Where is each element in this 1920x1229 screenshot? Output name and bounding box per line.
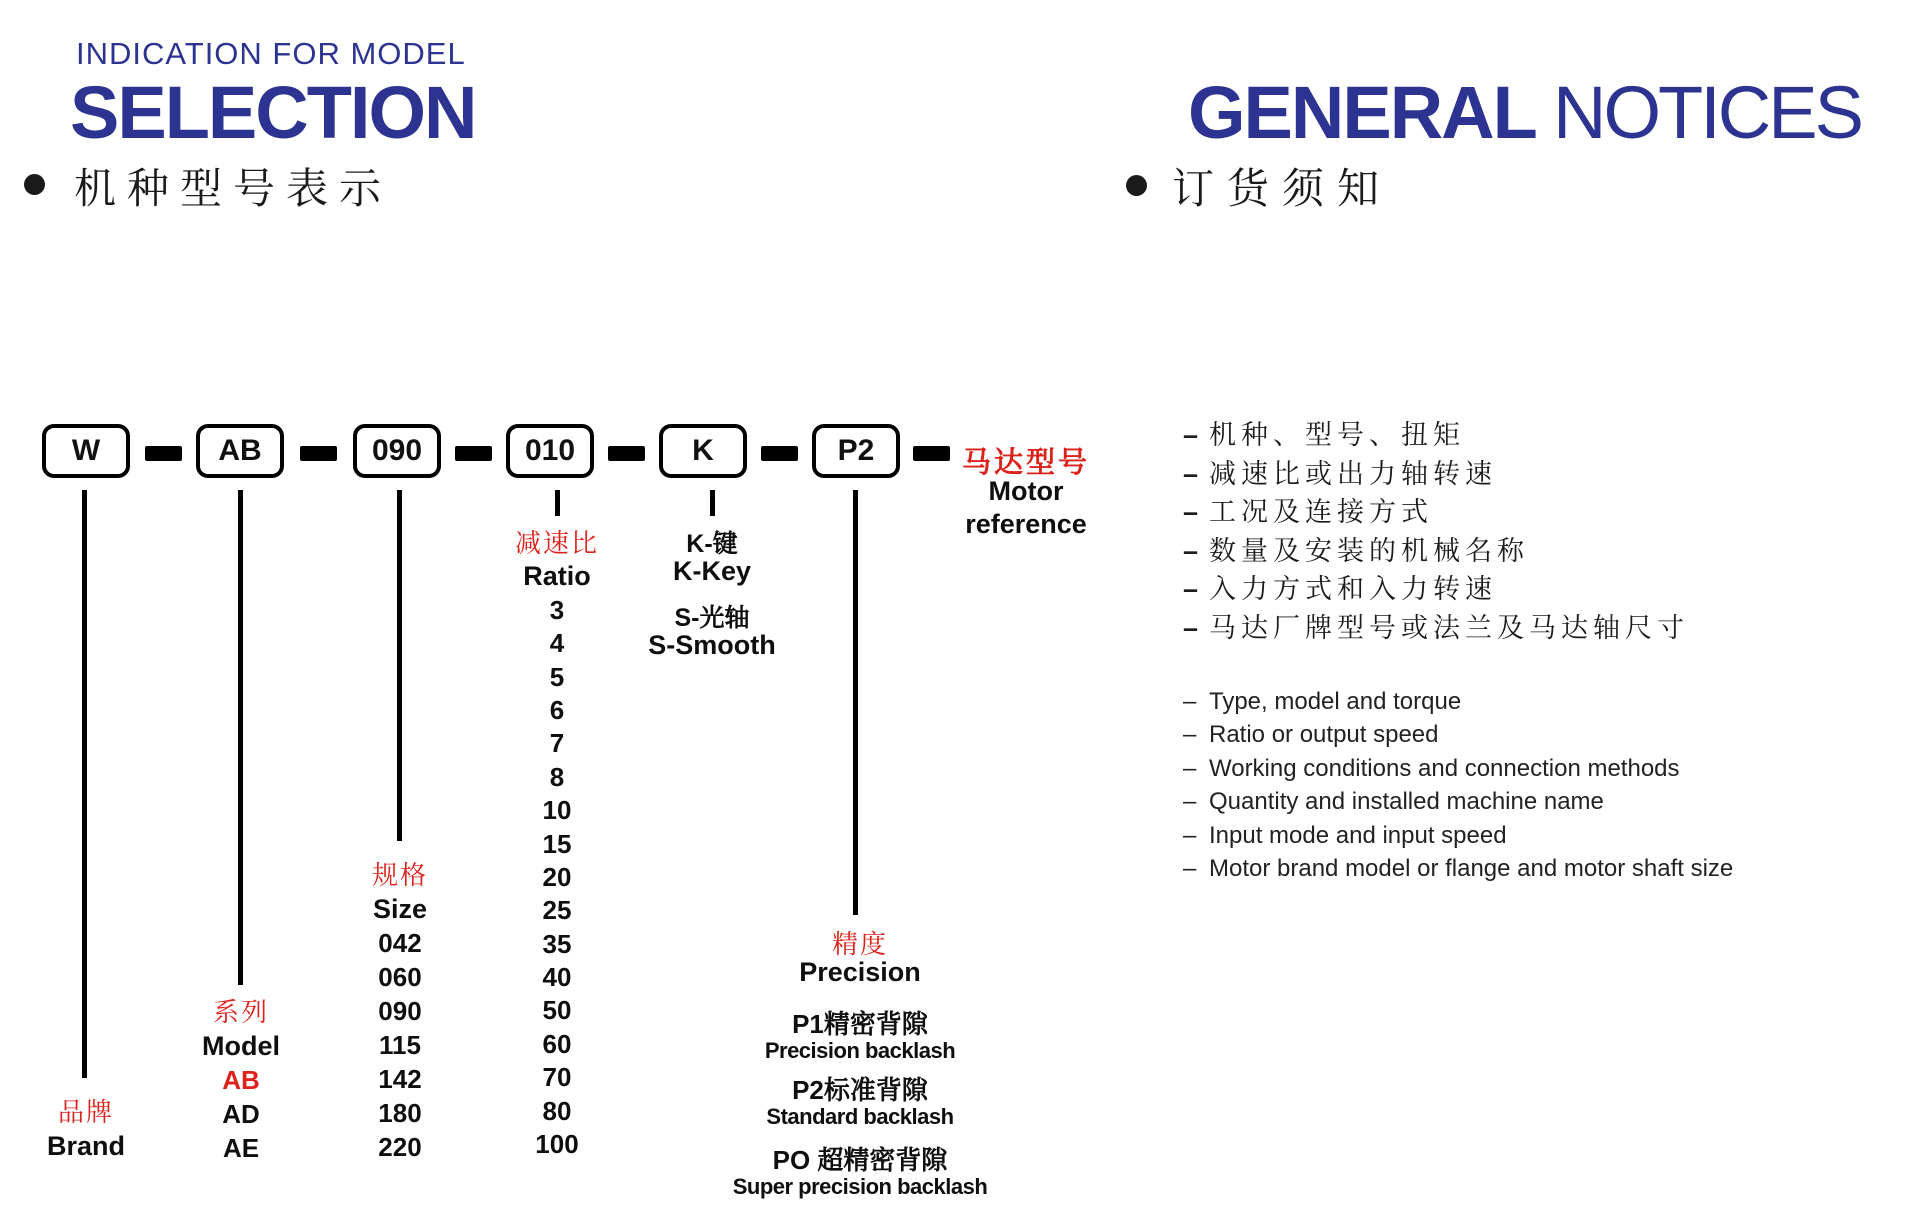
model-code-box-090: 090 xyxy=(353,424,441,478)
precision-option-en: Precision backlash xyxy=(764,1038,956,1063)
dash-icon: – xyxy=(1183,688,1197,715)
right-header-subtitle-cn: 订货须知 xyxy=(1172,165,1393,212)
notice-item-en-text: Input mode and input speed xyxy=(1209,821,1507,849)
ratio-option-50: 50 xyxy=(542,995,572,1026)
precision-column xyxy=(733,930,988,1200)
size-option-220: 220 xyxy=(378,1132,422,1162)
size-option-090: 090 xyxy=(378,996,422,1026)
precision-option-cn: P2标准背隙 xyxy=(792,1075,928,1105)
notice-item-en-text: Type, model and torque xyxy=(1209,688,1462,715)
motor-reference-label-cn: 马达型号 xyxy=(962,447,1091,479)
code-connector-dash xyxy=(913,446,950,461)
notice-item-cn xyxy=(1183,493,1689,532)
size-option-042: 042 xyxy=(378,928,422,958)
notice-item-cn xyxy=(1183,416,1689,455)
precision-option-en: Super precision backlash xyxy=(732,1174,988,1199)
ratio-option-15: 15 xyxy=(542,828,572,859)
model-column xyxy=(202,995,280,1165)
ratio-option-25: 25 xyxy=(542,895,572,926)
dash-icon: – xyxy=(1183,821,1197,849)
ratio-option-5: 5 xyxy=(549,661,565,692)
dash-icon: – xyxy=(1183,788,1197,816)
left-header-subtitle-cn: 机种型号表示 xyxy=(74,165,393,212)
precision-option xyxy=(733,1146,988,1200)
shaft-type-column xyxy=(648,531,776,659)
notice-item-en xyxy=(1183,819,1733,852)
dash-icon: – xyxy=(1183,721,1197,749)
size-label-en: Size xyxy=(372,894,428,924)
model-code-box-ab: AB xyxy=(196,424,284,478)
notice-item-en-text: Quantity and installed machine name xyxy=(1209,788,1604,816)
notices-list-en xyxy=(1183,685,1733,885)
notice-item-en xyxy=(1183,752,1733,785)
shaft-line xyxy=(710,490,715,516)
notice-item-en-text: Working conditions and connection methods xyxy=(1209,754,1680,782)
notice-item-cn xyxy=(1183,455,1689,494)
ratio-label-cn: 减速比 xyxy=(514,528,600,558)
right-header-title-bold: GENERAL xyxy=(1188,71,1535,154)
ratio-option-35: 35 xyxy=(542,928,572,959)
ratio-option-80: 80 xyxy=(542,1095,572,1126)
ratio-option-40: 40 xyxy=(542,962,572,993)
ratio-option-10: 10 xyxy=(542,795,572,826)
ratio-option-60: 60 xyxy=(542,1028,572,1059)
notice-item-cn-text: 工况及连接方式 xyxy=(1209,497,1433,528)
notices-list-cn xyxy=(1183,416,1689,648)
right-header-title xyxy=(1188,71,1861,154)
ratio-option-4: 4 xyxy=(549,628,565,659)
shaft-option-cn: S-光轴 xyxy=(674,604,750,632)
right-header-title-light: NOTICES xyxy=(1553,71,1861,154)
precision-line xyxy=(853,490,858,915)
notice-item-en-text: Ratio or output speed xyxy=(1209,721,1439,749)
size-column xyxy=(372,858,428,1164)
size-label-cn: 规格 xyxy=(371,860,429,890)
notice-item-cn-text: 机种、型号、扭矩 xyxy=(1209,420,1465,450)
size-option-180: 180 xyxy=(378,1098,422,1128)
brand-line xyxy=(82,490,87,1078)
ratio-option-20: 20 xyxy=(542,861,572,892)
dash-icon: – xyxy=(1183,458,1199,489)
notice-item-en xyxy=(1183,685,1733,718)
ratio-column xyxy=(515,527,599,1161)
shaft-option-en: S-Smooth xyxy=(648,630,776,660)
model-code-box-k: K xyxy=(659,424,747,478)
shaft-option-en: K-Key xyxy=(672,556,752,586)
model-line xyxy=(238,490,243,985)
brand-label-cn: 品牌 xyxy=(57,1097,115,1127)
ratio-line xyxy=(555,490,560,516)
precision-option xyxy=(733,1010,988,1064)
left-header-title: SELECTION xyxy=(70,71,476,154)
notice-item-en-text: Motor brand model or flange and motor shaft size xyxy=(1209,854,1734,882)
model-option-ae: AE xyxy=(222,1133,260,1163)
dash-icon: – xyxy=(1183,535,1199,566)
bullet-icon xyxy=(1126,175,1147,196)
notice-item-en xyxy=(1183,785,1733,818)
ratio-label-en: Ratio xyxy=(523,561,591,592)
notice-item-cn xyxy=(1183,532,1689,571)
model-option-ad: AD xyxy=(222,1099,260,1129)
size-option-142: 142 xyxy=(378,1064,422,1094)
dash-icon: – xyxy=(1183,420,1199,450)
precision-label-en: Precision xyxy=(799,957,921,987)
notice-item-cn-text: 数量及安装的机械名称 xyxy=(1209,535,1529,566)
left-header-eyebrow: INDICATION FOR MODEL xyxy=(76,36,466,71)
size-option-060: 060 xyxy=(378,962,422,992)
brand-column xyxy=(47,1095,125,1163)
brand-label-en: Brand xyxy=(46,1131,126,1161)
ratio-option-7: 7 xyxy=(549,728,565,759)
dash-icon: – xyxy=(1183,574,1199,605)
model-label-cn: 系列 xyxy=(212,997,269,1027)
dash-icon: – xyxy=(1183,854,1197,882)
ratio-option-70: 70 xyxy=(542,1062,572,1093)
model-option-ab: AB xyxy=(222,1065,260,1095)
model-code-box-w: W xyxy=(42,424,130,478)
code-connector-dash xyxy=(300,446,337,461)
ratio-option-3: 3 xyxy=(549,594,565,625)
model-label-en: Model xyxy=(202,1031,280,1061)
shaft-option-cn: K-键 xyxy=(686,530,738,558)
dash-icon: – xyxy=(1183,754,1197,782)
ratio-option-100: 100 xyxy=(535,1129,579,1160)
model-code-box-p2: P2 xyxy=(812,424,900,478)
motor-reference-label-en-line1: Motor xyxy=(988,476,1064,506)
notice-item-en xyxy=(1183,718,1733,751)
notice-item-cn-text: 减速比或出力轴转速 xyxy=(1209,458,1497,489)
dash-icon: – xyxy=(1183,612,1199,643)
ratio-option-8: 8 xyxy=(549,761,565,792)
notice-item-cn-text: 入力方式和入力转速 xyxy=(1209,574,1497,605)
precision-option xyxy=(733,1076,988,1130)
precision-option-cn: P1精密背隙 xyxy=(792,1009,928,1039)
precision-option-en: Standard backlash xyxy=(766,1104,954,1129)
size-option-115: 115 xyxy=(379,1030,421,1060)
notice-item-cn xyxy=(1183,570,1689,609)
bullet-icon xyxy=(24,174,45,195)
precision-option-cn: PO 超精密背隙 xyxy=(772,1145,948,1175)
model-code-box-010: 010 xyxy=(506,424,594,478)
notice-item-en xyxy=(1183,852,1733,885)
code-connector-dash xyxy=(455,446,492,461)
ratio-option-6: 6 xyxy=(549,694,565,725)
code-connector-dash xyxy=(145,446,182,461)
dash-icon: – xyxy=(1183,497,1199,528)
code-connector-dash xyxy=(761,446,798,461)
motor-reference-label-en-line2: reference xyxy=(965,509,1087,539)
notice-item-cn xyxy=(1183,609,1689,648)
notice-item-cn-text: 马达厂牌型号或法兰及马达轴尺寸 xyxy=(1209,612,1689,643)
size-line xyxy=(397,490,402,841)
precision-label-cn: 精度 xyxy=(831,929,889,959)
code-connector-dash xyxy=(608,446,645,461)
